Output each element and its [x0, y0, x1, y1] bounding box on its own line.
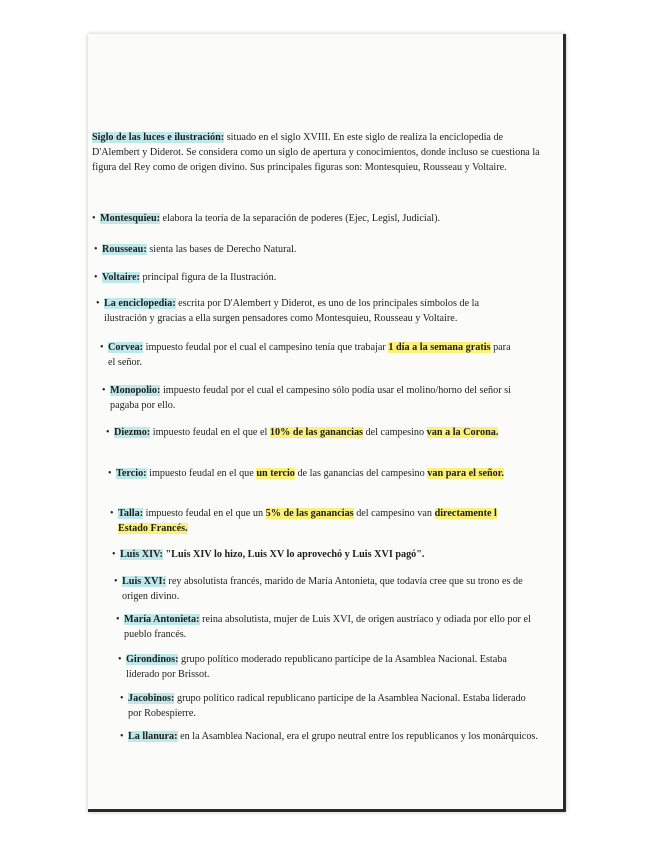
bullet-icon: •: [102, 385, 106, 396]
item-text: impuesto feudal en el que el: [150, 427, 270, 438]
scanned-page: [88, 34, 566, 812]
list-item-luis-xvi: [114, 574, 532, 604]
intro-paragraph: [92, 130, 552, 175]
list-item-la-llanura: [120, 729, 538, 744]
item-term: Corvea:: [108, 342, 144, 353]
bullet-icon: •: [92, 213, 96, 224]
bullet-icon: •: [118, 654, 122, 665]
item-text: en la Asamblea Nacional, era el grupo neutral entre los republicanos y los monárquicos.: [177, 731, 538, 742]
item-highlight: directamente l Estado Francés.: [118, 508, 497, 534]
list-item-girondinos: [118, 652, 536, 682]
item-term: María Antonieta:: [124, 614, 200, 625]
list-item-enciclopedia: [96, 296, 514, 326]
item-text: principal figura de la Ilustración.: [139, 272, 277, 283]
item-text: grupo político radical republicano partícipe de la Asamblea Nacional. Estaba liderado por Robespierre.: [128, 693, 526, 719]
item-text: impuesto feudal por el cual el campesino tenía que trabajar: [143, 342, 389, 353]
item-term: Jacobinos:: [128, 693, 175, 704]
bullet-icon: •: [96, 298, 100, 309]
item-term: Luis XVI:: [122, 576, 166, 587]
item-term: La enciclopedia:: [104, 298, 176, 309]
item-term: La llanura:: [128, 731, 178, 742]
intro-term: Siglo de las luces e ilustración:: [92, 132, 225, 143]
item-term: Tercio:: [116, 468, 147, 479]
item-highlight: van para el señor.: [427, 468, 504, 479]
item-text: sienta las bases de Derecho Natural.: [146, 244, 297, 255]
bullet-icon: •: [110, 508, 114, 519]
item-highlight: 1 día a la semana gratis: [388, 342, 491, 353]
list-item-talla: [110, 506, 528, 536]
list-item-montesquieu: [92, 211, 510, 226]
item-highlight: 10% de las ganancias: [269, 427, 364, 438]
item-term: Voltaire:: [102, 272, 140, 283]
list-item-tercio: [108, 466, 526, 481]
item-term: Rousseau:: [102, 244, 147, 255]
list-item-jacobinos: [120, 691, 538, 721]
list-item-voltaire: [94, 270, 512, 285]
bullet-icon: •: [120, 731, 124, 742]
item-highlight: 5% de las ganancias: [265, 508, 354, 519]
bullet-icon: •: [94, 244, 98, 255]
list-item-monopolio: [102, 383, 520, 413]
bullet-icon: •: [94, 272, 98, 283]
list-item-luis-xiv: [112, 547, 530, 562]
item-term: Talla:: [118, 508, 144, 519]
bullet-icon: •: [120, 693, 124, 704]
item-term: Montesquieu:: [100, 213, 160, 224]
bullet-icon: •: [100, 342, 104, 353]
item-term: Monopolio:: [110, 385, 161, 396]
list-item-corvea: [100, 340, 518, 370]
bullet-icon: •: [108, 468, 112, 479]
item-text: para el señor.: [108, 342, 511, 368]
bullet-icon: •: [112, 549, 116, 560]
intro-text: situado en el siglo XVIII. En este siglo de realiza la enciclopedia de D'Alembert y Diderot. Se considera como un siglo de apertura y conocimientos, donde incluso se cuestiona la figura del Rey como de origen divino. Sus principales figuras son: Montesquieu, Rousseau y Voltaire.: [92, 132, 540, 173]
item-term: Luis XIV:: [120, 549, 163, 560]
item-text: escrita por D'Alembert y Diderot, es uno de los principales símbolos de la ilustración y gracias a ella surgen pensadores como Montesquieu, Rousseau y Voltaire.: [104, 298, 480, 324]
item-text: impuesto feudal por el cual el campesino sólo podía usar el molino/horno del señor si pagaba por ello.: [110, 385, 511, 411]
item-text: grupo político moderado republicano partícipe de la Asamblea Nacional. Estaba liderado por Brissot.: [126, 654, 507, 680]
item-text: elabora la teoría de la separación de poderes (Ejec, Legisl, Judicial).: [160, 213, 441, 224]
item-text: "Luis XIV lo hizo, Luis XV lo aprovechó y Luis XVI pagó".: [162, 549, 425, 560]
item-text: impuesto feudal en el que: [146, 468, 257, 479]
item-highlight: van a la Corona.: [426, 427, 499, 438]
bullet-icon: •: [114, 576, 118, 587]
list-item-rousseau: [94, 242, 512, 257]
list-item-diezmo: [106, 425, 524, 440]
item-highlight: un tercio: [256, 468, 295, 479]
list-item-maria-antonieta: [116, 612, 534, 642]
item-term: Diezmo:: [114, 427, 151, 438]
item-text: del campesino van: [353, 508, 435, 519]
item-text: rey absolutista francés, marido de María Antonieta, que todavía cree que su trono es de origen divino.: [122, 576, 523, 602]
item-text: de las ganancias del campesino: [294, 468, 428, 479]
bullet-icon: •: [116, 614, 120, 625]
item-text: del campesino: [363, 427, 427, 438]
item-text: reina absolutista, mujer de Luis XVI, de origen austríaco y odiada por ello por el pueblo francés.: [124, 614, 531, 640]
item-text: impuesto feudal en el que un: [143, 508, 266, 519]
bullet-icon: •: [106, 427, 110, 438]
item-term: Girondinos:: [126, 654, 179, 665]
